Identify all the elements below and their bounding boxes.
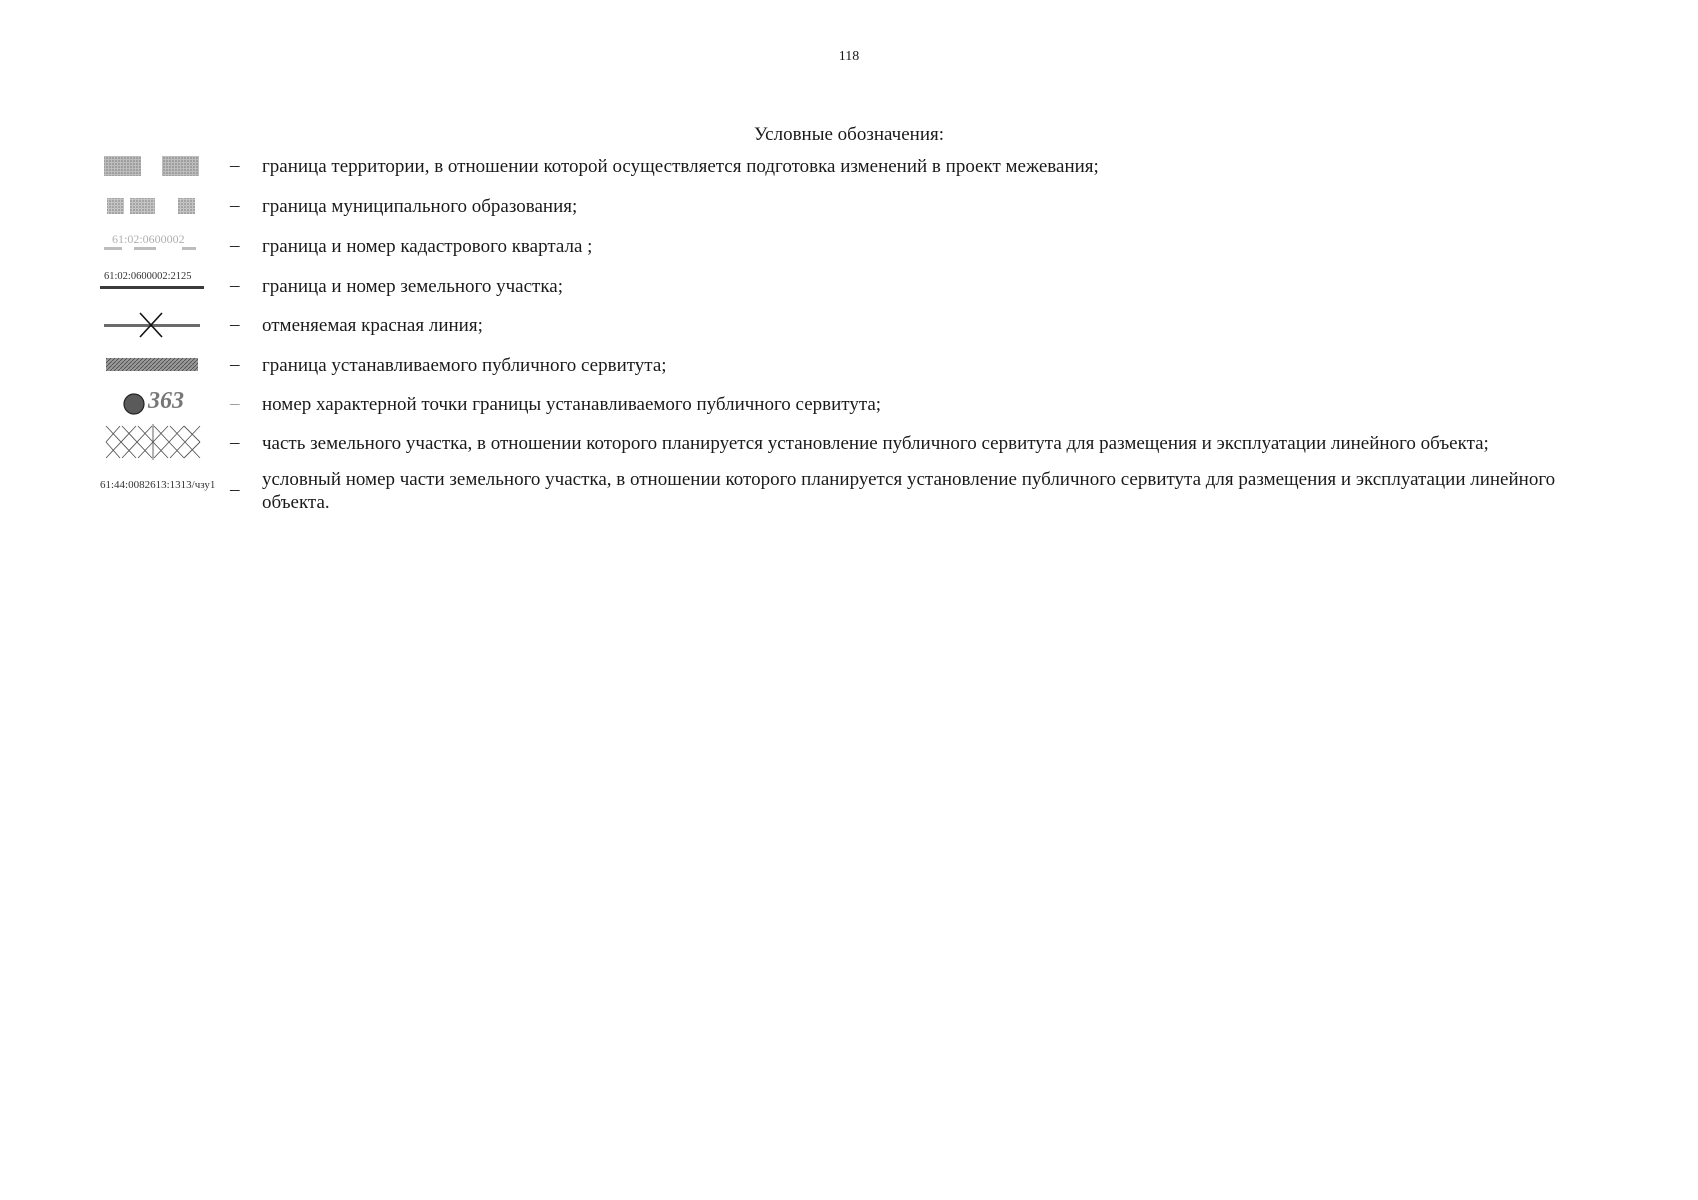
characteristic-point-icon bbox=[0, 388, 200, 425]
legend-title: Условные обозначения: bbox=[753, 124, 945, 145]
legend-dash: – bbox=[230, 479, 240, 500]
part-number-icon bbox=[100, 468, 220, 502]
dashed-hatched-boundary-icon bbox=[100, 154, 204, 188]
legend-description: граница муниципального образования; bbox=[262, 196, 578, 217]
legend-description: граница и номер земельного участка; bbox=[262, 276, 564, 297]
public-easement-boundary-icon bbox=[100, 353, 204, 387]
legend-dash: – bbox=[230, 432, 240, 453]
point-number-label: 363 bbox=[148, 388, 184, 414]
legend-description: отменяемая красная линия; bbox=[262, 315, 483, 336]
land-plot-number: 61:02:0600002:2125 bbox=[104, 271, 192, 282]
legend-description: условный номер части земельного участка, в отношении которого планируется установление публичного сервитута для размещения и эксплуатации линейного объекта. bbox=[262, 469, 1556, 513]
legend-description: граница устанавливаемого публичного сервитута; bbox=[262, 355, 667, 376]
legend-dash: – bbox=[230, 195, 240, 216]
legend-dash: – bbox=[230, 314, 240, 335]
legend-description: часть земельного участка, в отношении которого планируется установление публичного сервитута для размещения и эксплуатации линейного объекта; bbox=[262, 433, 1489, 454]
cadastral-quarter-icon bbox=[100, 232, 204, 266]
legend-dash: – bbox=[230, 235, 240, 256]
land-plot-icon bbox=[100, 271, 204, 305]
legend-dash: – bbox=[230, 275, 240, 296]
part-number-label: 61:44:0082613:1313/чзу1 bbox=[100, 479, 216, 491]
legend-description: номер характерной точки границы устанавливаемого публичного сервитута; bbox=[262, 394, 882, 415]
page-number: 118 bbox=[838, 49, 860, 64]
legend-description: граница и номер кадастрового квартала ; bbox=[262, 236, 593, 257]
cadastral-quarter-number: 61:02:0600002 bbox=[112, 232, 185, 246]
legend-dash: – bbox=[230, 354, 240, 375]
municipal-boundary-icon bbox=[100, 194, 204, 228]
legend-description: граница территории, в отношении которой осуществляется подготовка изменений в проект межевания; bbox=[262, 156, 1099, 177]
legend-dash: – bbox=[230, 393, 240, 414]
crosshatch-area-icon bbox=[100, 422, 204, 456]
cancelled-red-line-icon bbox=[100, 310, 204, 344]
legend-dash: – bbox=[230, 155, 240, 176]
